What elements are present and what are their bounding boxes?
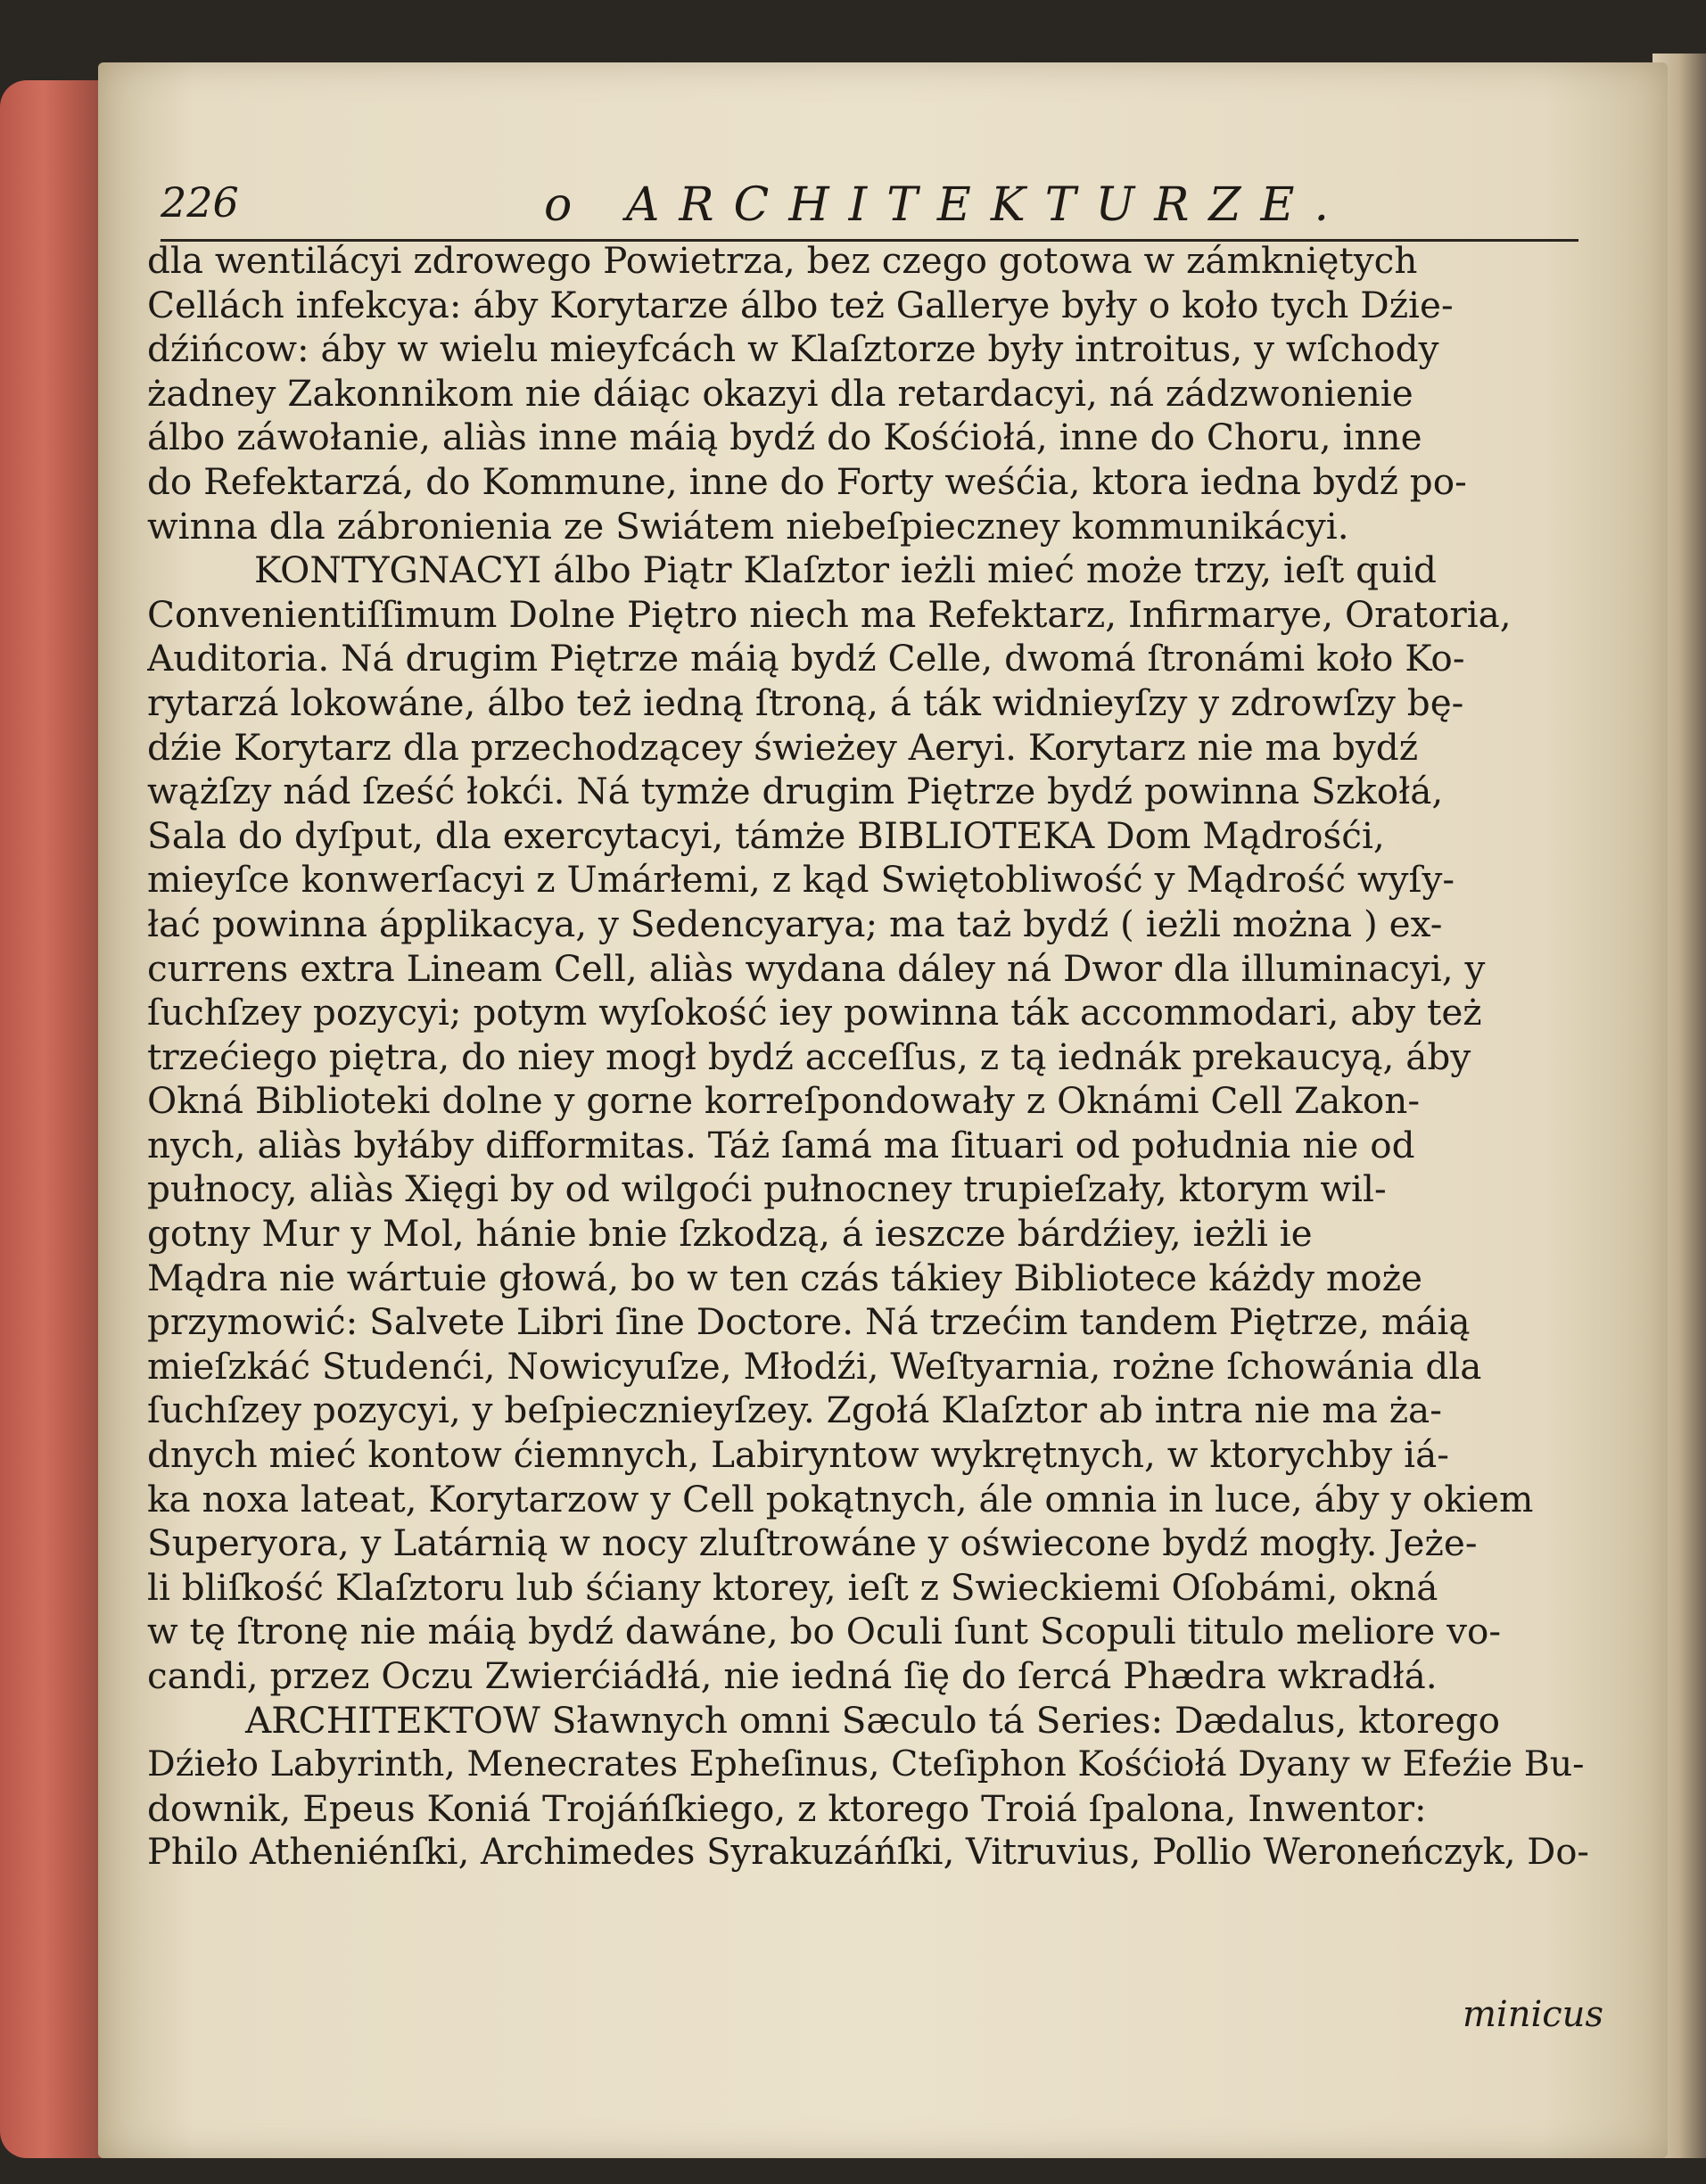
text-line: KONTYGNACYI álbo Piątr Klaſztor ieżli mieć może trzy, ieſt quid (254, 548, 1437, 592)
page-number: 226 (161, 178, 239, 227)
text-line: currens extra Lineam Cell, aliàs wydana dáley ná Dwor dla illuminacyi, y (147, 946, 1486, 990)
catchword: minicus (1463, 1994, 1603, 2035)
text-line: Superyora, y Latárnią w nocy zluſtrowáne y oświecone bydź mogły. Jeże- (147, 1521, 1478, 1565)
text-line: Okná Biblioteki dolne y gorne korreſpondowały z Oknámi Cell Zakon- (147, 1079, 1421, 1123)
text-line: candi, przez Oczu Zwierćiádłá, nie iedná ſię do ſercá Phædra wkradłá. (147, 1654, 1438, 1697)
text-line: Mądra nie wártuie głowá, bo w ten czás tákiey Bibliotece káżdy może (147, 1256, 1422, 1299)
page-header (161, 178, 1587, 241)
text-line: do Refektarzá, do Kommune, inne do Forty weśćia, ktora iedna bydź po- (147, 459, 1467, 503)
text-line: łać powinna ápplikacya, y Sedencyarya; ma taż bydź ( ieżli można ) ex- (147, 902, 1443, 945)
text-line: dla wentilácyi zdrowego Powietrza, bez czego gotowa w zámkniętych (147, 239, 1418, 282)
text-line: nych, aliàs byłáby difformitas. Táż ſamá ma ſituari od południa nie od (147, 1123, 1415, 1166)
book-edge-left (0, 80, 107, 2158)
text-line: álbo záwołanie, aliàs inne máią bydź do Kośćiołá, inne do Choru, inne (147, 416, 1422, 459)
text-line: dnych mieć kontow ćiemnych, Labiryntow wykrętnych, w ktorychby iá- (147, 1433, 1449, 1477)
text-line: gotny Mur y Mol, hánie bnie ſzkodzą, á ieszcze bárdźiey, ieżli ie (147, 1212, 1313, 1256)
text-line: trzećiego piętra, do niey mogł bydź acceſſus, z tą iednák prekaucyą, áby (147, 1034, 1471, 1078)
text-line: ka noxa lateat, Korytarzow y Cell pokątnych, ále omnia in luce, áby y okiem (147, 1477, 1534, 1521)
text-line: przymowić: Salvete Libri ſine Doctore. Ná trzećim tandem Piętrze, máią (147, 1300, 1471, 1344)
text-line: Dźieło Labyrinth, Menecrates Epheſinus, Cteſiphon Kośćiołá Dyany w Efeźie Bu- (147, 1743, 1585, 1785)
text-line: dźińcow: áby w wielu mieyfcách w Klaſztorze były introitus, y wſchody (147, 327, 1439, 371)
body-text (147, 239, 1592, 1996)
text-line: downik, Epeus Koniá Trojáńſkiego, z ktorego Troiá ſpalona, Inwentor: (147, 1786, 1427, 1830)
text-line: wążſzy nád ſześć łokći. Ná tymże drugim Piętrze bydź powinna Szkołá, (147, 770, 1444, 813)
text-line: dźie Korytarz dla przechodzącey świeżey Aeryi. Korytarz nie ma bydź (147, 725, 1419, 769)
text-line: Auditoria. Ná drugim Piętrze máią bydź Celle, dwomá ſtronámi koło Ko- (147, 637, 1465, 680)
text-line: żadney Zakonnikom nie dáiąc okazyi dla retardacyi, ná zádzwonienie (147, 371, 1413, 415)
text-line: li bliſkość Klaſztoru lub śćiany ktorey, ieſt z Swieckiemi Oſobámi, okná (147, 1565, 1438, 1609)
text-line: rytarzá lokowáne, álbo też iedną ſtroną, á ták widnieyſzy y zdrowſzy bę- (147, 680, 1464, 724)
text-line: ſuchſzey pozycyi; potym wyſokość iey powinna ták accommodari, aby też (147, 991, 1482, 1034)
text-line: ARCHITEKTOW Sławnych omni Sæculo tá Series: Dædalus, ktorego (245, 1698, 1500, 1742)
text-line: Cellách infekcya: áby Korytarze álbo też Gallerye były o koło tych Dźie- (147, 283, 1454, 326)
text-line: pułnocy, aliàs Xięgi by od wilgoći pułnocney trupieſzały, ktorym wil- (147, 1167, 1387, 1211)
running-head: o ARCHITEKTURZE. (544, 178, 1348, 232)
text-line: Philo Atheniénſki, Archimedes Syrakuzáńſki, Vitruvius, Pollio Weroneńczyk, Do- (147, 1832, 1589, 1874)
text-line: w tę ſtronę nie máią bydź dawáne, bo Oculi ſunt Scopuli titulo meliore vo- (147, 1610, 1502, 1653)
text-line: Convenientiſſimum Dolne Piętro niech ma Refektarz, Infirmarye, Oratoria, (147, 592, 1512, 636)
text-line: mieſzkáć Studenći, Nowicyuſze, Młodźi, Weſtyarnia, rożne ſchowánia dla (147, 1344, 1482, 1388)
text-line: Sala do dyſput, dla exercytacyi, támże BIBLIOTEKA Dom Mądrośći, (147, 813, 1385, 857)
text-line: mieyſce konwerſacyi z Umárłemi, z kąd Swiętobliwość y Mądrość wyſy- (147, 858, 1455, 902)
text-line: ſuchſzey pozycyi, y beſpiecznieyſzey. Zgołá Klaſztor ab intra nie ma ża- (147, 1389, 1442, 1432)
text-line: winna dla zábronienia ze Swiátem niebeſpieczney kommunikácyi. (147, 504, 1349, 548)
